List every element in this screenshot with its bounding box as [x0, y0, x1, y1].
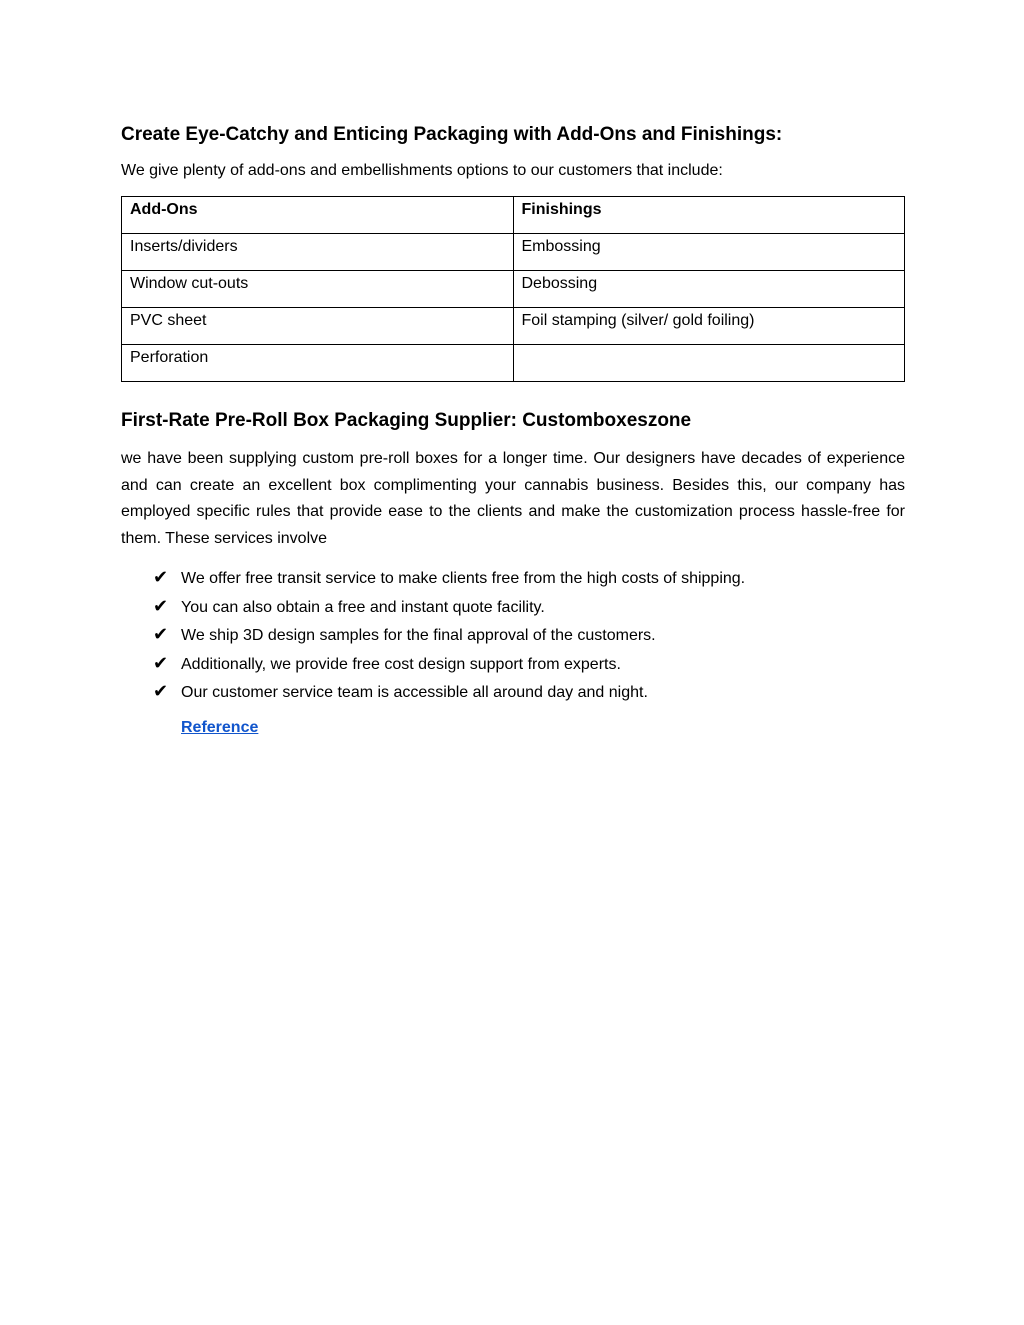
- section-heading-supplier: First-Rate Pre-Roll Box Packaging Supplier: Customboxeszone: [121, 410, 692, 431]
- table-row: [122, 308, 905, 345]
- list-item-text: Additionally, we provide free cost design support from experts.: [181, 655, 621, 673]
- table-cell: Debossing: [513, 271, 905, 308]
- checkmark-icon: ✔: [153, 567, 169, 587]
- table-cell: Inserts/dividers: [122, 234, 514, 271]
- table-cell: PVC sheet: [122, 308, 514, 345]
- list-item-text: We offer free transit service to make clients free from the high costs of shipping.: [181, 570, 746, 587]
- list-item: [153, 650, 905, 679]
- table-cell: Window cut-outs: [122, 271, 514, 308]
- table-row: [122, 271, 905, 308]
- list-item: [153, 678, 905, 707]
- table-header-addons: Add-Ons: [122, 197, 514, 234]
- table-row: [122, 234, 905, 271]
- checkmark-icon: ✔: [153, 595, 169, 616]
- list-item: [153, 564, 905, 593]
- checkmark-icon: ✔: [153, 652, 169, 673]
- table-cell: Perforation: [122, 345, 514, 382]
- checkmark-icon: ✔: [153, 624, 169, 644]
- table-cell: Foil stamping (silver/ gold foiling): [513, 308, 905, 345]
- table-header-row: [122, 197, 905, 234]
- list-item-text: Our customer service team is accessible all around day and night.: [181, 684, 648, 701]
- document-page: [121, 120, 905, 737]
- services-list: [121, 564, 905, 707]
- addons-finishings-table: [121, 196, 905, 382]
- table-row: [122, 345, 905, 382]
- table-cell: [513, 345, 905, 382]
- list-item: [153, 621, 905, 650]
- list-item-text: You can also obtain a free and instant quote facility.: [181, 598, 545, 616]
- list-item-text: We ship 3D design samples for the final approval of the customers.: [181, 627, 656, 644]
- section-heading-addons: Create Eye-Catchy and Enticing Packaging with Add-Ons and Finishings:: [121, 124, 783, 145]
- checkmark-icon: ✔: [153, 681, 169, 701]
- table-cell: Embossing: [513, 234, 905, 271]
- reference-link[interactable]: Reference: [181, 718, 259, 736]
- supplier-paragraph: we have been supplying custom pre-roll boxes for a longer time. Our designers have decades of experience and can create an excellent box complimenting your cannabis business. Besides this, our company has employed specific rules that provide ease to the clients and make the customization process hassle-free for them. These services involve: [121, 450, 905, 547]
- list-item: [153, 593, 905, 622]
- intro-text: We give plenty of add-ons and embellishments options to our customers that include:: [121, 162, 723, 179]
- table-header-finishings: Finishings: [513, 197, 905, 234]
